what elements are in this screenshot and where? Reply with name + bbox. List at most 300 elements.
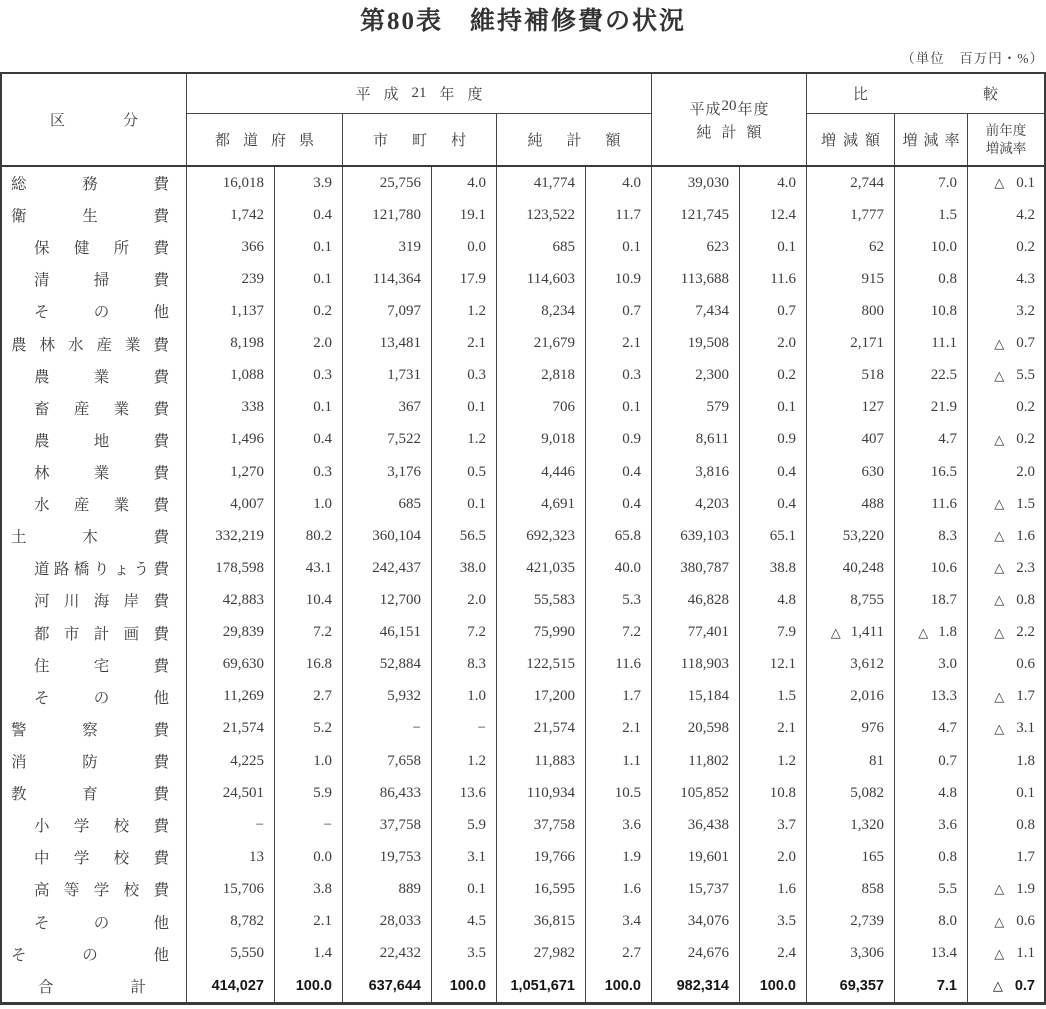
negative-triangle-icon: △	[994, 175, 1005, 191]
cell-value: 1.6	[1016, 527, 1035, 544]
row-label-char: 費	[153, 432, 169, 450]
data-cell	[968, 584, 1044, 616]
data-cell: 21.9	[895, 392, 968, 424]
data-cell: 0.6	[1016, 656, 1035, 673]
row-label-char: 他	[153, 304, 169, 322]
row-label-char: 計	[130, 978, 146, 996]
header-char: 21	[411, 85, 427, 101]
data-cell: 2.0	[740, 841, 807, 873]
data-cell: 3,176	[343, 456, 432, 488]
data-cell: 25,756	[343, 167, 432, 199]
data-cell: 630	[807, 456, 895, 488]
data-cell: 121,745	[652, 199, 740, 231]
header-char: 率	[944, 133, 960, 149]
data-cell: 28,033	[343, 906, 432, 938]
header-char: 額	[746, 124, 762, 141]
data-cell: 0.0	[432, 231, 497, 263]
data-cell: 40,248	[807, 552, 895, 584]
header-char: 度	[753, 101, 769, 118]
data-cell: 42,883	[187, 584, 275, 616]
header-char: 都	[214, 133, 230, 149]
negative-triangle-icon: △	[994, 431, 1005, 447]
data-cell: 4.7	[895, 424, 968, 456]
header-char: 区	[49, 113, 65, 129]
row-label-char: 業	[113, 400, 130, 418]
data-cell: 53,220	[807, 520, 895, 552]
header-char: 道	[242, 133, 258, 149]
row-label-char: 教	[11, 786, 27, 804]
data-cell: 29,839	[187, 617, 275, 649]
header-char: 計	[566, 133, 582, 149]
data-cell: 1.2	[432, 745, 497, 777]
data-cell: 3.6	[586, 809, 652, 841]
data-cell: 1.6	[586, 873, 652, 905]
data-cell: 38.8	[740, 552, 807, 584]
row-label	[2, 392, 187, 424]
data-cell: 52,884	[343, 649, 432, 681]
data-cell: 2.1	[586, 328, 652, 360]
header-char: 計	[721, 124, 737, 141]
row-label-char: う	[133, 561, 150, 579]
data-cell: 0.1	[432, 392, 497, 424]
data-cell: 4.8	[740, 584, 807, 616]
data-cell: 0.2	[1016, 238, 1035, 255]
row-label-char: の	[82, 946, 98, 964]
header-prev-year-rate-line2: 増減率	[985, 140, 1027, 156]
header-char: 町	[411, 133, 427, 149]
data-cell: 10.4	[275, 584, 343, 616]
data-cell: 1.0	[275, 745, 343, 777]
data-cell: 0.9	[740, 424, 807, 456]
row-label-char: 農	[34, 368, 50, 386]
row-label-char: 費	[153, 593, 169, 611]
row-label-char: の	[93, 689, 110, 707]
data-cell: 0.1	[275, 263, 343, 295]
data-cell: 24,676	[652, 938, 740, 970]
row-label-char: 林	[34, 465, 50, 483]
cell-value: 0.1	[1016, 174, 1035, 191]
row-label-char: 費	[153, 465, 169, 483]
data-cell: 21,574	[187, 713, 275, 745]
data-cell: 86,433	[343, 777, 432, 809]
data-cell: 0.1	[740, 231, 807, 263]
row-label-char: 等	[63, 882, 80, 900]
negative-triangle-icon: △	[994, 592, 1005, 608]
row-label-char: 校	[123, 882, 140, 900]
data-cell: 8,198	[187, 328, 275, 360]
data-cell	[968, 970, 1044, 1002]
row-label-char: 費	[153, 818, 169, 836]
data-cell: 16.5	[895, 456, 968, 488]
data-cell: 2.1	[740, 713, 807, 745]
row-label-char: 産	[73, 400, 90, 418]
data-cell: 1.2	[432, 295, 497, 327]
row-label-char: 画	[123, 625, 140, 643]
data-cell: 19,508	[652, 328, 740, 360]
row-label-char: 費	[153, 368, 169, 386]
data-cell: 982,314	[652, 970, 740, 1002]
data-cell: 12.4	[740, 199, 807, 231]
cell-value: 5.5	[1016, 367, 1035, 384]
header-fy20-line1	[689, 98, 768, 119]
row-label-char: 業	[113, 497, 130, 515]
data-cell: 579	[652, 392, 740, 424]
data-cell: 3.9	[275, 167, 343, 199]
data-cell: 0.8	[1016, 816, 1035, 833]
data-cell: 380,787	[652, 552, 740, 584]
data-cell	[968, 713, 1044, 745]
table-row	[2, 263, 1044, 295]
data-cell: 22.5	[895, 360, 968, 392]
header-char: 純	[696, 124, 712, 141]
row-label	[2, 231, 187, 263]
data-cell: 13	[187, 841, 275, 873]
data-cell: 4.0	[432, 167, 497, 199]
data-cell: 639,103	[652, 520, 740, 552]
data-cell: 43.1	[275, 552, 343, 584]
data-cell: 0.8	[895, 263, 968, 295]
data-cell	[968, 938, 1044, 970]
data-cell: 976	[807, 713, 895, 745]
data-cell: 800	[807, 295, 895, 327]
table-row	[2, 906, 1044, 938]
data-cell: 3.1	[432, 841, 497, 873]
data-cell: 1,742	[187, 199, 275, 231]
data-cell: 338	[187, 392, 275, 424]
data-cell: 2.7	[275, 681, 343, 713]
row-label	[2, 167, 187, 199]
header-char: 村	[451, 133, 467, 149]
row-label-char: 業	[93, 368, 110, 386]
data-cell	[968, 906, 1044, 938]
header-char: 増	[902, 133, 918, 149]
data-cell: 3.7	[740, 809, 807, 841]
data-cell: 0.1	[275, 231, 343, 263]
header-prev-year-rate	[968, 114, 1044, 165]
row-label-char: 学	[73, 850, 90, 868]
row-label-char: 海	[93, 593, 110, 611]
row-label	[2, 777, 187, 809]
data-cell: 239	[187, 263, 275, 295]
data-cell: 39,030	[652, 167, 740, 199]
table-row-total	[2, 970, 1044, 1002]
data-cell: 38.0	[432, 552, 497, 584]
row-label-char: 費	[153, 497, 169, 515]
data-cell: 8.3	[895, 520, 968, 552]
row-label-char: 水	[34, 497, 50, 515]
data-cell: 2,300	[652, 360, 740, 392]
data-cell: 7.2	[432, 617, 497, 649]
data-cell: 8.3	[432, 649, 497, 681]
data-cell: 4.8	[895, 777, 968, 809]
data-cell: 0.1	[740, 392, 807, 424]
data-cell: 0.3	[275, 456, 343, 488]
table-row	[2, 328, 1044, 360]
row-label-char: 校	[113, 850, 130, 868]
data-cell: 3,612	[807, 649, 895, 681]
header-comparison-group	[807, 74, 1044, 114]
table-row	[2, 199, 1044, 231]
data-cell: 2.7	[586, 938, 652, 970]
row-label-char: 宅	[93, 657, 110, 675]
data-cell: 12.1	[740, 649, 807, 681]
data-cell: 0.4	[275, 424, 343, 456]
data-cell: 7,658	[343, 745, 432, 777]
data-cell: 4,446	[497, 456, 586, 488]
row-label	[2, 649, 187, 681]
data-cell: 1,270	[187, 456, 275, 488]
row-label-char: 学	[73, 818, 90, 836]
negative-triangle-icon: △	[994, 913, 1005, 929]
row-label	[2, 906, 187, 938]
row-label	[2, 841, 187, 873]
row-label	[2, 681, 187, 713]
header-category	[2, 74, 187, 165]
data-cell	[895, 617, 968, 649]
data-cell: 1.0	[432, 681, 497, 713]
header-fy20-line2	[696, 121, 761, 142]
row-label-char: 費	[153, 754, 169, 772]
data-cell: 16,018	[187, 167, 275, 199]
row-label-char: 農	[11, 336, 27, 354]
header-char: 市	[372, 133, 388, 149]
table-row	[2, 360, 1044, 392]
row-label-char: ょ	[113, 561, 130, 579]
row-label-char: 防	[82, 754, 98, 772]
table-row	[2, 745, 1044, 777]
data-cell	[968, 328, 1044, 360]
data-cell: 21,574	[497, 713, 586, 745]
row-label-char: 費	[153, 850, 169, 868]
data-cell: 13.4	[895, 938, 968, 970]
negative-triangle-icon: △	[994, 528, 1005, 544]
data-cell: 114,603	[497, 263, 586, 295]
data-cell: 0.3	[275, 360, 343, 392]
header-char: 純	[527, 133, 543, 149]
cell-value: 2.3	[1016, 559, 1035, 576]
data-cell: 0.7	[895, 745, 968, 777]
row-label-char: 農	[34, 432, 50, 450]
data-cell: 77,401	[652, 617, 740, 649]
data-cell: 0.4	[586, 456, 652, 488]
data-cell: 0.1	[432, 488, 497, 520]
row-label-char: 土	[11, 529, 27, 547]
row-label	[2, 328, 187, 360]
row-label-char: 中	[34, 850, 50, 868]
row-label-char: の	[93, 914, 110, 932]
cell-value: 0.7	[1016, 335, 1035, 352]
table-row	[2, 392, 1044, 424]
cell-value: 1.8	[938, 624, 957, 641]
header-char: 20	[721, 97, 737, 114]
data-cell: 2,171	[807, 328, 895, 360]
data-cell: 3,306	[807, 938, 895, 970]
row-label-char: 費	[153, 882, 169, 900]
data-cell: 332,219	[187, 520, 275, 552]
header-char: 分	[123, 113, 139, 129]
data-cell: 122,515	[497, 649, 586, 681]
data-cell: 360,104	[343, 520, 432, 552]
data-cell: 0.4	[740, 456, 807, 488]
row-label-char: 健	[73, 240, 90, 258]
data-cell: 1.2	[740, 745, 807, 777]
data-cell: 1.4	[275, 938, 343, 970]
data-cell: 3.5	[432, 938, 497, 970]
data-cell: 118,903	[652, 649, 740, 681]
row-label-char: 費	[153, 657, 169, 675]
negative-triangle-icon: △	[994, 945, 1005, 961]
cell-value: 0.8	[1016, 591, 1035, 608]
row-label-char: 生	[82, 208, 98, 226]
header-char: 年	[439, 87, 455, 103]
data-cell: 165	[807, 841, 895, 873]
data-cell: 2,739	[807, 906, 895, 938]
data-cell: 19,766	[497, 841, 586, 873]
data-cell: 0.2	[275, 295, 343, 327]
row-label-char: 住	[34, 657, 50, 675]
data-cell: 421,035	[497, 552, 586, 584]
data-cell: 7,097	[343, 295, 432, 327]
data-cell: 15,706	[187, 873, 275, 905]
data-cell: 407	[807, 424, 895, 456]
data-cell: 11.6	[740, 263, 807, 295]
data-cell: 0.8	[895, 841, 968, 873]
table-row	[2, 520, 1044, 552]
row-label	[2, 520, 187, 552]
data-cell: 8.0	[895, 906, 968, 938]
data-cell: 7.9	[740, 617, 807, 649]
data-cell: 889	[343, 873, 432, 905]
data-cell: 11,802	[652, 745, 740, 777]
row-label	[2, 745, 187, 777]
data-cell: 7.2	[275, 617, 343, 649]
header-fy20-net-total	[652, 74, 807, 165]
data-cell: 10.5	[586, 777, 652, 809]
table-row	[2, 584, 1044, 616]
table-row	[2, 809, 1044, 841]
row-label-char: 学	[93, 882, 110, 900]
data-cell	[968, 488, 1044, 520]
row-label-char: 他	[153, 689, 169, 707]
maintenance-cost-table	[0, 72, 1046, 1005]
data-cell: 5,082	[807, 777, 895, 809]
row-label	[2, 713, 187, 745]
data-cell	[968, 520, 1044, 552]
data-cell: 2.1	[586, 713, 652, 745]
row-label-char: 橋	[73, 561, 90, 579]
data-cell: 4.0	[586, 167, 652, 199]
header-char: 県	[299, 133, 315, 149]
row-label-char: 衛	[11, 208, 27, 226]
header-char: 平	[355, 87, 371, 103]
data-cell: 13.3	[895, 681, 968, 713]
table-row	[2, 713, 1044, 745]
data-cell: 5.3	[586, 584, 652, 616]
row-label-char: 地	[93, 432, 110, 450]
negative-triangle-icon: △	[994, 624, 1005, 640]
row-label-char: 清	[34, 272, 50, 290]
data-cell	[968, 424, 1044, 456]
data-cell: 81	[807, 745, 895, 777]
data-cell: 18.7	[895, 584, 968, 616]
row-label-char: 市	[63, 625, 80, 643]
data-cell: 11,269	[187, 681, 275, 713]
data-cell: 692,323	[497, 520, 586, 552]
data-cell: 20,598	[652, 713, 740, 745]
row-label-char: 掃	[93, 272, 110, 290]
data-cell	[807, 617, 895, 649]
row-label-char: 警	[11, 721, 27, 739]
data-cell: 19,601	[652, 841, 740, 873]
data-cell: 21,679	[497, 328, 586, 360]
row-label-char: 総	[11, 176, 27, 194]
data-cell	[968, 681, 1044, 713]
data-cell: 414,027	[187, 970, 275, 1002]
data-cell: 0.9	[586, 424, 652, 456]
header-char: 増	[820, 133, 836, 149]
data-cell: 75,990	[497, 617, 586, 649]
table-row	[2, 681, 1044, 713]
data-cell: 242,437	[343, 552, 432, 584]
header-prev-year-rate-line1: 前年度	[985, 122, 1027, 138]
table-row	[2, 488, 1044, 520]
data-cell: 56.5	[432, 520, 497, 552]
table-row	[2, 167, 1044, 199]
data-cell: 3.4	[586, 906, 652, 938]
data-cell: 5,550	[187, 938, 275, 970]
row-label-char: り	[93, 561, 110, 579]
data-cell: −	[432, 713, 497, 745]
cell-value: 0.6	[1016, 913, 1035, 930]
table-body	[2, 167, 1044, 1002]
data-cell: 3.8	[275, 873, 343, 905]
data-cell: 2,016	[807, 681, 895, 713]
row-label	[2, 809, 187, 841]
data-cell: 4,691	[497, 488, 586, 520]
header-char: 較	[982, 87, 998, 103]
data-cell: 2.0	[432, 584, 497, 616]
row-label-char: 木	[82, 529, 98, 547]
data-cell: 121,780	[343, 199, 432, 231]
cell-value: 1.5	[1016, 495, 1035, 512]
data-cell	[968, 617, 1044, 649]
row-label-char: 費	[153, 721, 169, 739]
data-cell: 3.0	[895, 649, 968, 681]
data-cell: 1.8	[1016, 752, 1035, 769]
data-cell: 19.1	[432, 199, 497, 231]
data-cell: 4.5	[432, 906, 497, 938]
data-cell: 319	[343, 231, 432, 263]
cell-value: 1.7	[1016, 688, 1035, 705]
header-net-total	[497, 114, 652, 165]
row-label-char: 所	[113, 240, 130, 258]
row-label-char: 費	[153, 561, 169, 579]
data-cell: 5.2	[275, 713, 343, 745]
data-cell: 0.4	[586, 488, 652, 520]
data-cell: 0.4	[275, 199, 343, 231]
header-char: 成	[383, 87, 399, 103]
row-label	[2, 360, 187, 392]
data-cell: 4,225	[187, 745, 275, 777]
data-cell: 8,234	[497, 295, 586, 327]
data-cell: 7.1	[895, 970, 968, 1002]
row-label-char: 校	[113, 818, 130, 836]
table-row	[2, 231, 1044, 263]
data-cell: 0.1	[275, 392, 343, 424]
row-label	[2, 456, 187, 488]
data-cell: 5.9	[275, 777, 343, 809]
data-cell: 16,595	[497, 873, 586, 905]
